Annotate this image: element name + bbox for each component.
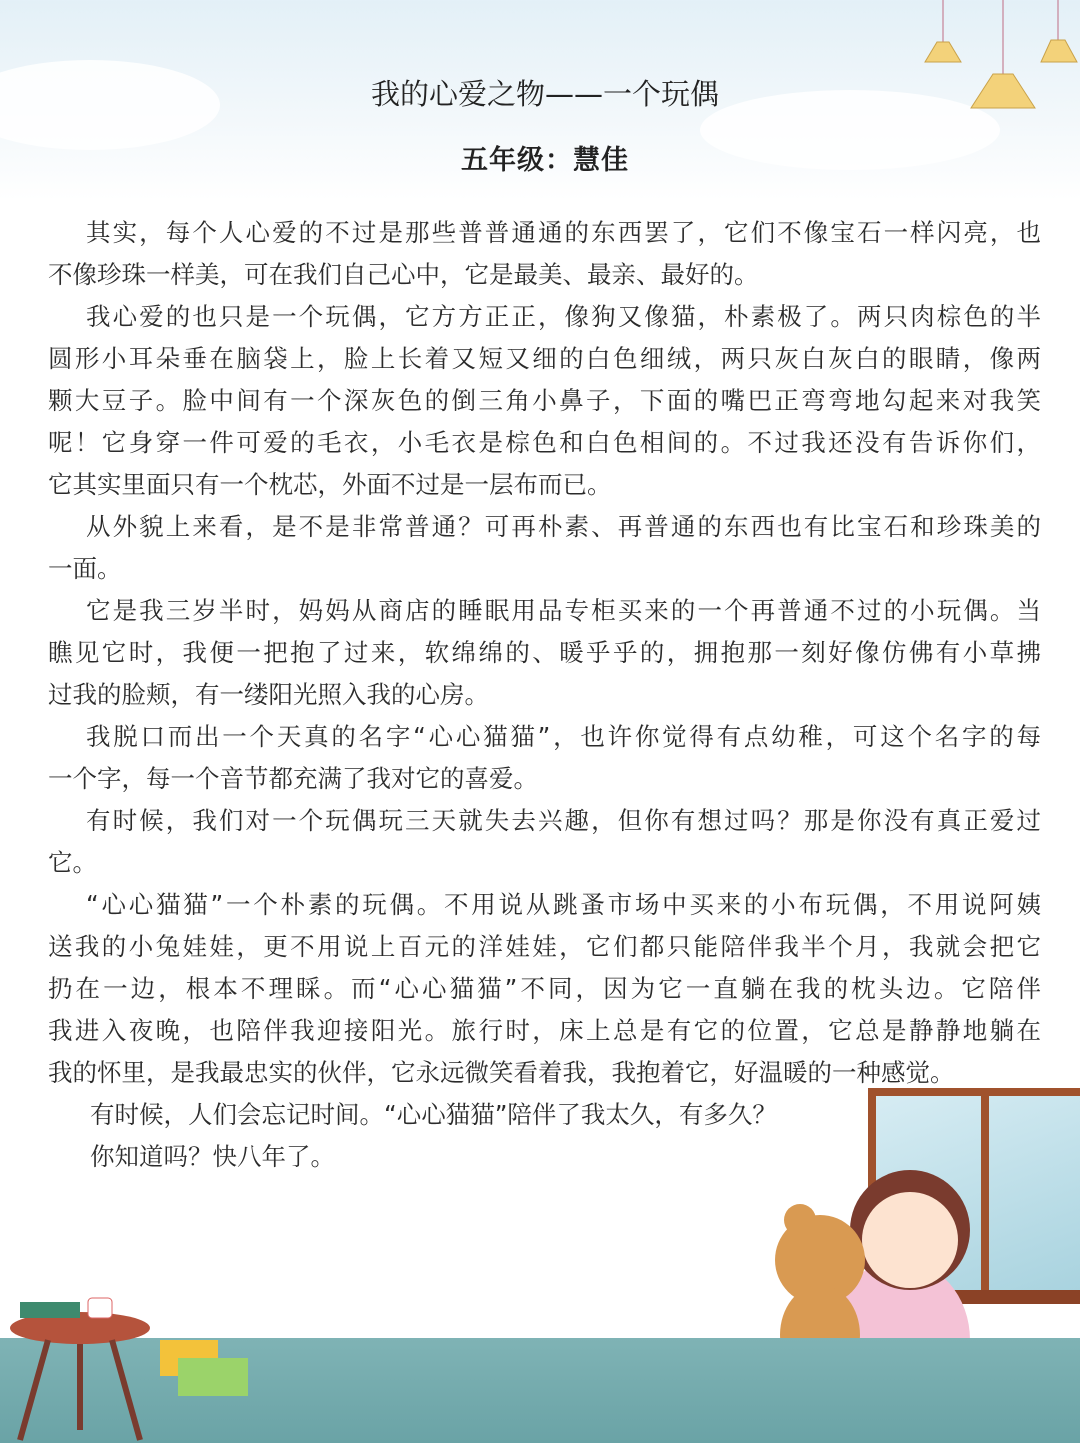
essay-line: 圆形小耳朵垂在脑袋上，脸上长着又短又细的白色细绒，两只灰白灰白的眼睛，像两 [48,344,1041,373]
essay-line: 扔在一边，根本不理睬。而“心心猫猫”不同，因为它一直躺在我的枕头边。它陪伴 [48,974,1041,1003]
essay-line: 一面。 [48,554,122,583]
essay-line: 有时候，我们对一个玩偶玩三天就失去兴趣，但你有想过吗？那是你没有真正爱过 [86,806,1041,835]
essay-line: “心心猫猫”一个朴素的玩偶。不用说从跳蚤市场中买来的小布玩偶，不用说阿姨 [86,890,1041,919]
essay-line: 它是我三岁半时，妈妈从商店的睡眠用品专柜买来的一个再普通不过的小玩偶。当 [86,596,1041,625]
essay-line: 颗大豆子。脸中间有一个深灰色的倒三角小鼻子，下面的嘴巴正弯弯地勾起来对我笑 [48,386,1041,415]
essay-line: 我的怀里，是我最忠实的伙伴，它永远微笑看着我，我抱着它，好温暖的一种感觉。 [48,1058,955,1087]
essay-line: 我脱口而出一个天真的名字“心心猫猫”，也许你觉得有点幼稚，可这个名字的每 [86,722,1041,751]
essay-line: 呢！它身穿一件可爱的毛衣，小毛衣是棕色和白色相间的。不过我还没有告诉你们， [48,428,1041,457]
essay-line: 从外貌上来看，是不是非常普通？可再朴素、再普通的东西也有比宝石和珍珠美的 [86,512,1041,541]
essay-line: 过我的脸颊，有一缕阳光照入我的心房。 [48,680,489,709]
essay-line: 它其实里面只有一个枕芯，外面不过是一层布而已。 [48,470,612,499]
essay-line: 一个字，每一个音节都充满了我对它的喜爱。 [48,764,538,793]
side-table-illustration [8,1290,258,1443]
essay-author: 五年级：慧佳 [461,145,629,176]
essay-body [48,212,1041,1178]
essay-line: 其实，每个人心爱的不过是那些普普通通的东西罢了，它们不像宝石一样闪亮，也 [86,218,1041,247]
essay-line: 送我的小兔娃娃，更不用说上百元的洋娃娃，它们都只能陪伴我半个月，我就会把它 [48,932,1041,961]
essay-title: 我的心爱之物——一个玩偶 [370,77,719,111]
essay-line: 它。 [48,848,97,877]
closing-line: 你知道吗？快八年了。 [90,1142,335,1171]
essay-line: 瞧见它时，我便一把抱了过来，软绵绵的、暖乎乎的，拥抱那一刻好像仿佛有小草拂 [48,638,1041,667]
essay-line: 我心爱的也只是一个玩偶，它方方正正，像狗又像猫，朴素极了。两只肉棕色的半 [86,302,1041,331]
essay-line: 不像珍珠一样美，可在我们自己心中，它是最美、最亲、最好的。 [48,260,759,289]
closing-line: 有时候，人们会忘记时间。“心心猫猫”陪伴了我太久，有多久？ [90,1100,777,1129]
essay-line: 我进入夜晚，也陪伴我迎接阳光。旅行时，床上总是有它的位置，它总是静静地躺在 [48,1016,1041,1045]
